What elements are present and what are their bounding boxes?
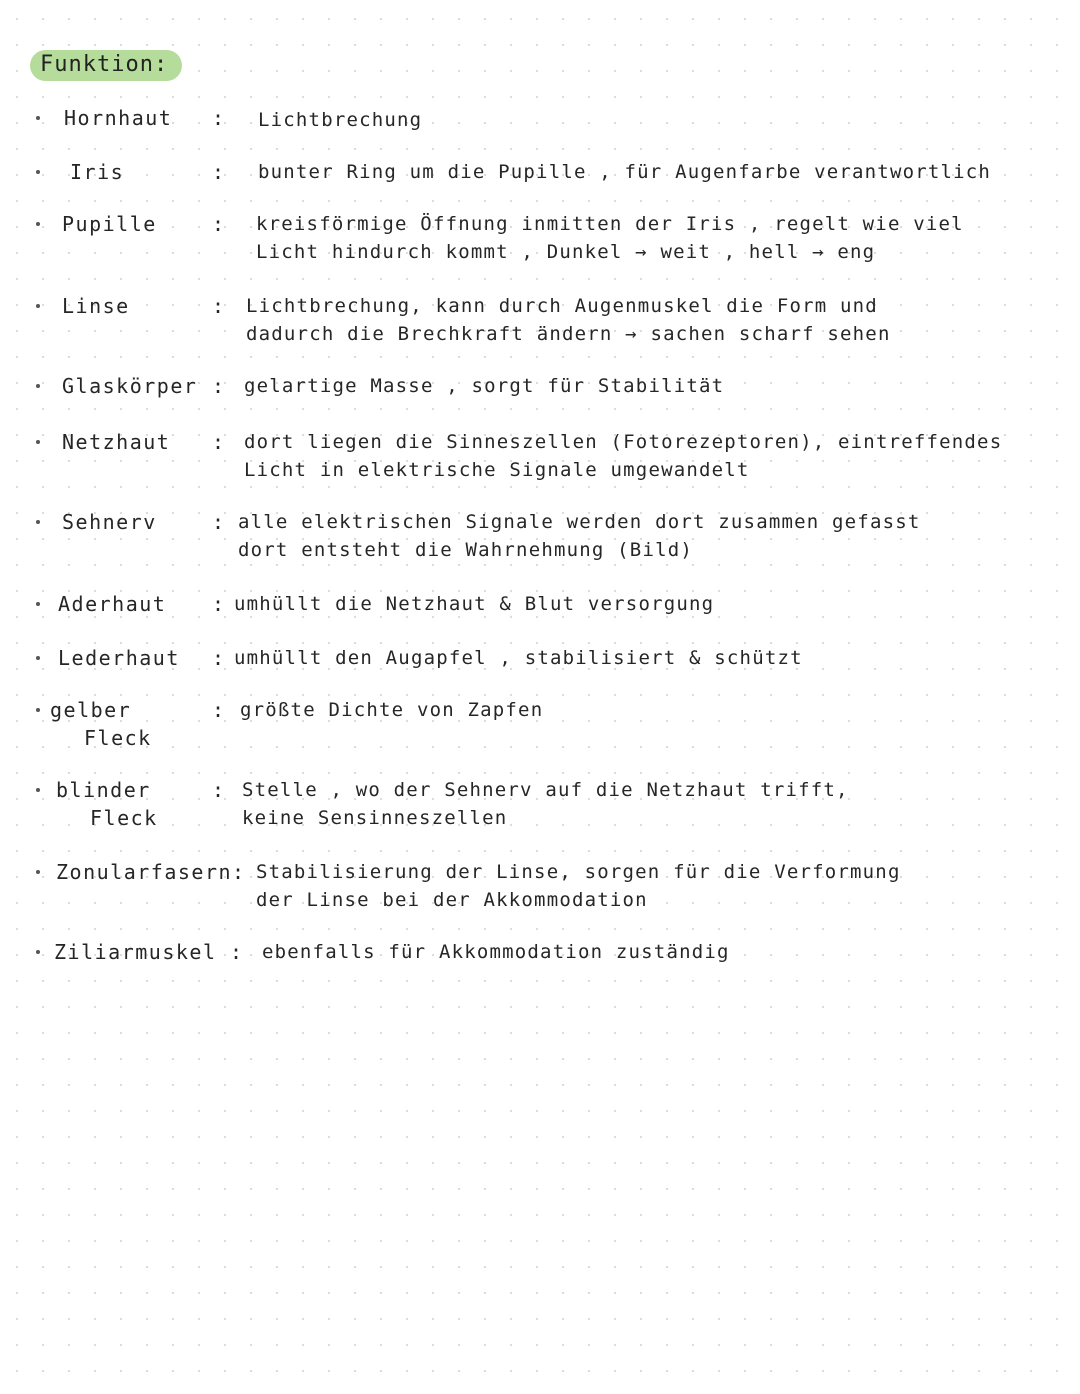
definition-line: Lichtbrechung	[258, 109, 423, 131]
colon: :	[212, 160, 225, 184]
term: Aderhaut	[58, 592, 167, 616]
term-line: Fleck	[84, 726, 152, 750]
bullet-point	[36, 384, 40, 388]
definition-line: keine Sensinneszellen	[242, 807, 508, 829]
colon: :	[212, 430, 225, 454]
term-line: gelber	[50, 698, 132, 722]
bullet-point	[36, 170, 40, 174]
definition	[234, 644, 803, 672]
definition-line: dadurch die Brechkraft ändern → sachen scharf sehen	[246, 323, 891, 345]
term: Glaskörper	[62, 374, 198, 398]
term-line: Fleck	[90, 806, 158, 830]
term-line: blinder	[56, 778, 151, 802]
definition-line: ebenfalls für Akkommodation zuständig	[262, 941, 730, 963]
definition-line: größte Dichte von Zapfen	[240, 699, 544, 721]
term	[56, 776, 158, 832]
term: Lederhaut	[58, 646, 180, 670]
colon: :	[212, 778, 225, 802]
section-heading: Funktion:	[30, 50, 182, 81]
definition-line: Lichtbrechung, kann durch Augenmuskel die Form und	[246, 295, 878, 317]
term: Netzhaut	[62, 430, 171, 454]
bullet-point	[36, 116, 40, 120]
bullet-point	[36, 222, 40, 226]
term: Zonularfasern:	[56, 860, 246, 884]
definition	[258, 158, 991, 186]
definition-line: Licht hindurch kommt , Dunkel → weit , hell → eng	[256, 241, 876, 263]
term: Hornhaut	[64, 106, 173, 130]
term: Iris	[70, 160, 125, 184]
definition	[256, 858, 901, 914]
bullet-point	[36, 520, 40, 524]
definition	[244, 428, 1002, 484]
bullet-point	[36, 788, 40, 792]
definition	[258, 106, 422, 134]
definition	[246, 292, 891, 348]
definition-line: Licht in elektrische Signale umgewandelt	[244, 459, 750, 481]
definition-line: bunter Ring um die Pupille , für Augenfarbe verantwortlich	[258, 161, 992, 183]
bullet-point	[36, 304, 40, 308]
definition	[242, 776, 849, 832]
definition-line: umhüllt die Netzhaut & Blut versorgung	[234, 593, 715, 615]
bullet-point	[36, 440, 40, 444]
definition-line: dort liegen die Sinneszellen (Fotorezeptoren), eintreffendes	[244, 431, 1003, 453]
definition	[234, 590, 714, 618]
colon: :	[212, 106, 225, 130]
definition-line: Stelle , wo der Sehnerv auf die Netzhaut trifft,	[242, 779, 849, 801]
colon: :	[212, 294, 225, 318]
definition	[256, 210, 964, 266]
colon: :	[212, 646, 225, 670]
term	[50, 696, 152, 752]
definition	[262, 938, 730, 966]
term: Linse	[62, 294, 130, 318]
colon: :	[212, 510, 225, 534]
term: Sehnerv	[62, 510, 157, 534]
definition-line: gelartige Masse , sorgt für Stabilität	[244, 375, 725, 397]
colon: :	[212, 698, 225, 722]
definition-line: der Linse bei der Akkommodation	[256, 889, 648, 911]
term: Ziliarmuskel :	[54, 940, 244, 964]
bullet-point	[36, 602, 40, 606]
bullet-point	[36, 708, 40, 712]
definition-line: dort entsteht die Wahrnehmung (Bild)	[238, 539, 694, 561]
definition-line: kreisförmige Öffnung inmitten der Iris , regelt wie viel	[256, 213, 964, 235]
bullet-point	[36, 656, 40, 660]
definition	[238, 508, 921, 564]
bullet-point	[36, 870, 40, 874]
definition-line: umhüllt den Augapfel , stabilisiert & schützt	[234, 647, 803, 669]
definition-line: alle elektrischen Signale werden dort zusammen gefasst	[238, 511, 921, 533]
definition	[240, 696, 543, 724]
definition	[244, 372, 724, 400]
bullet-point	[36, 950, 40, 954]
colon: :	[212, 374, 225, 398]
colon: :	[212, 212, 225, 236]
term: Pupille	[62, 212, 157, 236]
definition-line: Stabilisierung der Linse, sorgen für die Verformung	[256, 861, 901, 883]
colon: :	[212, 592, 225, 616]
